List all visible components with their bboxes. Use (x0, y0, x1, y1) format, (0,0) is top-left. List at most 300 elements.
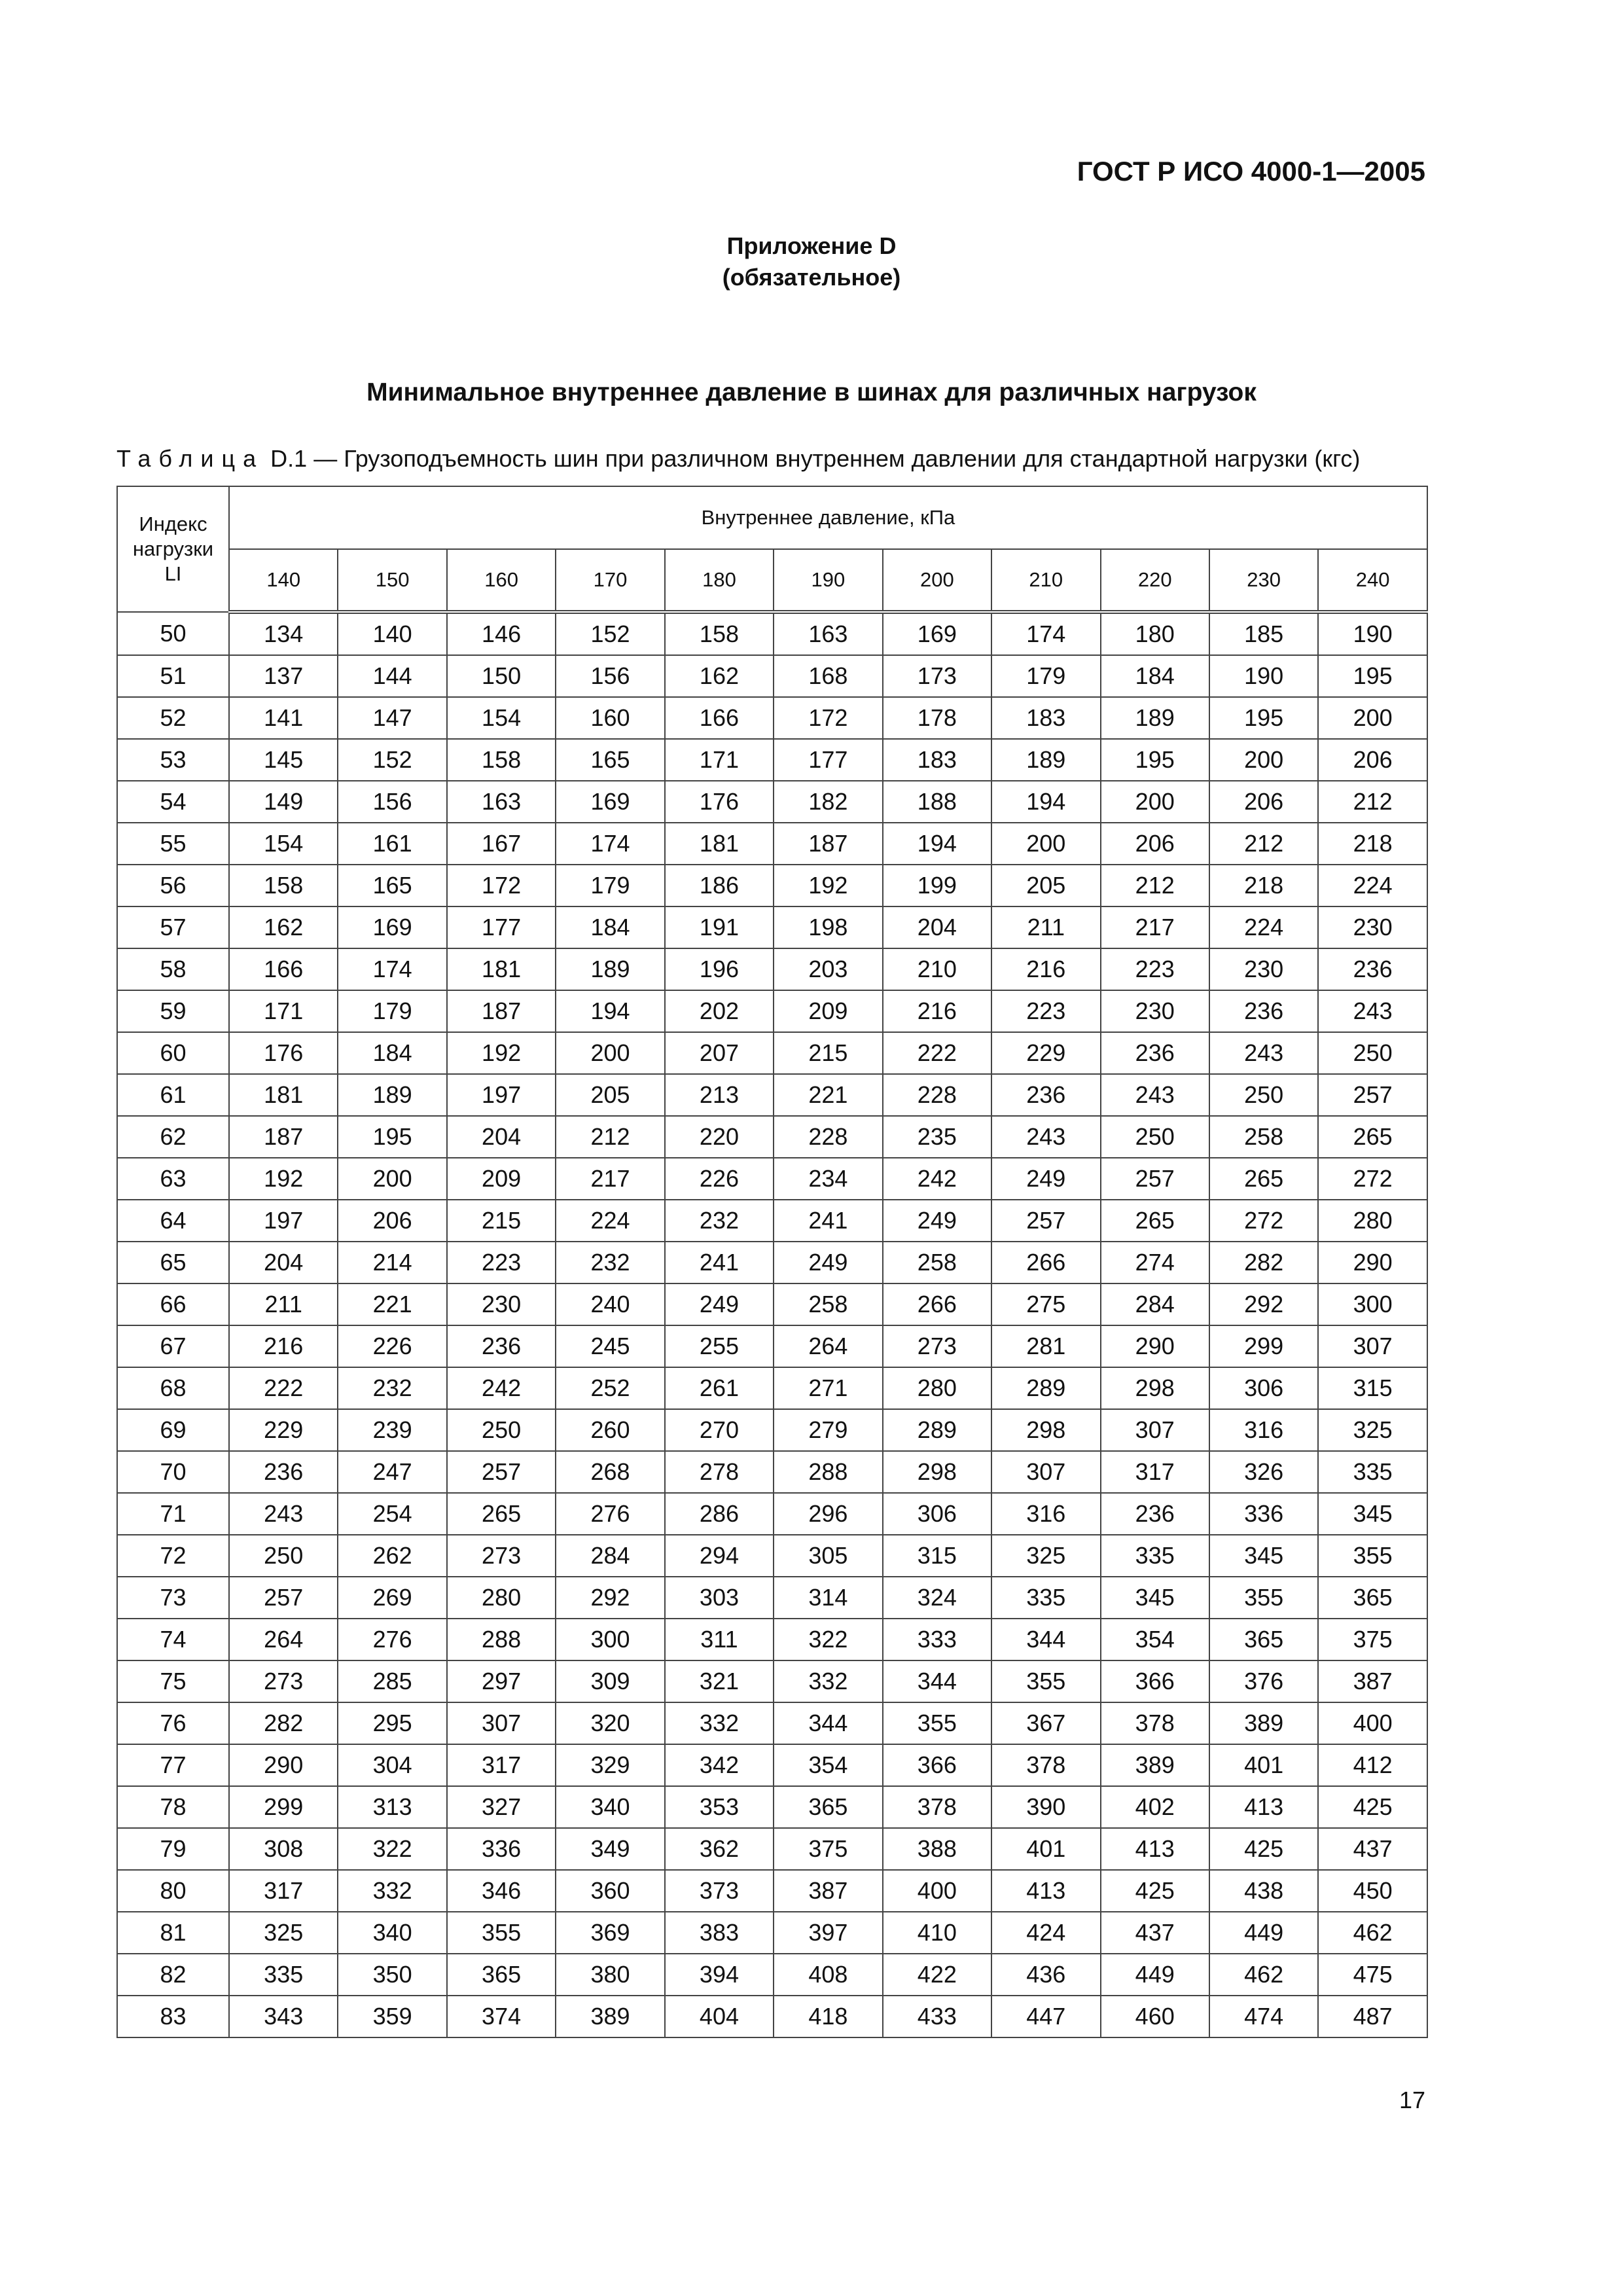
load-capacity-cell: 304 (338, 1744, 446, 1786)
load-capacity-cell: 152 (556, 612, 664, 655)
pressure-column-header: 190 (774, 549, 882, 612)
load-capacity-cell: 255 (665, 1325, 774, 1367)
load-capacity-cell: 226 (665, 1158, 774, 1200)
load-capacity-cell: 355 (1318, 1535, 1427, 1577)
table-row (117, 1493, 1427, 1535)
load-capacity-cell: 350 (338, 1954, 446, 1996)
load-capacity-cell: 200 (556, 1032, 664, 1074)
load-capacity-cell: 296 (774, 1493, 882, 1535)
load-capacity-cell: 344 (991, 1619, 1100, 1660)
load-capacity-cell: 257 (447, 1451, 556, 1493)
load-capacity-cell: 195 (1101, 739, 1209, 781)
load-capacity-cell: 273 (447, 1535, 556, 1577)
load-capacity-cell: 236 (1318, 948, 1427, 990)
load-capacity-cell: 349 (556, 1828, 664, 1870)
load-capacity-cell: 200 (338, 1158, 446, 1200)
load-capacity-cell: 146 (447, 612, 556, 655)
load-capacity-cell: 378 (883, 1786, 991, 1828)
table-caption-number: D.1 (270, 445, 308, 472)
load-capacity-cell: 187 (229, 1116, 338, 1158)
load-capacity-cell: 316 (1209, 1409, 1318, 1451)
load-capacity-cell: 306 (883, 1493, 991, 1535)
load-capacity-cell: 258 (1209, 1116, 1318, 1158)
pressure-column-header: 150 (338, 549, 446, 612)
load-capacity-cell: 190 (1209, 655, 1318, 697)
load-capacity-cell: 173 (883, 655, 991, 697)
annex-title: Приложение D (726, 232, 897, 259)
load-capacity-cell: 176 (665, 781, 774, 823)
table-row (117, 739, 1427, 781)
load-index-cell: 56 (117, 865, 229, 906)
load-capacity-cell: 192 (774, 865, 882, 906)
load-capacity-cell: 205 (556, 1074, 664, 1116)
load-capacity-cell: 241 (774, 1200, 882, 1242)
load-capacity-cell: 205 (991, 865, 1100, 906)
load-capacity-cell: 306 (1209, 1367, 1318, 1409)
page-number: 17 (1399, 2087, 1425, 2113)
load-capacity-cell: 180 (1101, 612, 1209, 655)
load-capacity-cell: 243 (1209, 1032, 1318, 1074)
load-capacity-cell: 218 (1318, 823, 1427, 865)
load-capacity-cell: 206 (1209, 781, 1318, 823)
load-capacity-cell: 265 (1209, 1158, 1318, 1200)
load-capacity-cell: 226 (338, 1325, 446, 1367)
load-capacity-cell: 250 (447, 1409, 556, 1451)
load-capacity-cell: 245 (556, 1325, 664, 1367)
load-capacity-cell: 158 (229, 865, 338, 906)
load-capacity-cell: 404 (665, 1996, 774, 2037)
load-capacity-cell: 321 (665, 1660, 774, 1702)
load-index-cell: 59 (117, 990, 229, 1032)
load-capacity-cell: 195 (1209, 697, 1318, 739)
load-capacity-cell: 412 (1318, 1744, 1427, 1786)
load-capacity-cell: 204 (883, 906, 991, 948)
load-capacity-cell: 284 (1101, 1283, 1209, 1325)
load-capacity-cell: 221 (338, 1283, 446, 1325)
load-capacity-cell: 365 (1209, 1619, 1318, 1660)
load-capacity-cell: 305 (774, 1535, 882, 1577)
load-capacity-cell: 200 (1101, 781, 1209, 823)
load-capacity-cell: 165 (556, 739, 664, 781)
load-capacity-cell: 242 (447, 1367, 556, 1409)
pressure-values-row (117, 549, 1427, 612)
load-capacity-cell: 288 (447, 1619, 556, 1660)
load-capacity-cell: 222 (229, 1367, 338, 1409)
load-capacity-cell: 401 (1209, 1744, 1318, 1786)
load-capacity-cell: 342 (665, 1744, 774, 1786)
load-capacity-cell: 425 (1101, 1870, 1209, 1912)
load-capacity-cell: 317 (447, 1744, 556, 1786)
load-capacity-cell: 279 (774, 1409, 882, 1451)
load-capacity-cell: 230 (1101, 990, 1209, 1032)
pressure-header: Внутреннее давление, кПа (229, 486, 1427, 549)
load-index-cell: 50 (117, 612, 229, 655)
load-capacity-cell: 394 (665, 1954, 774, 1996)
load-capacity-cell: 280 (1318, 1200, 1427, 1242)
load-index-cell: 68 (117, 1367, 229, 1409)
table-row (117, 1912, 1427, 1954)
load-index-cell: 74 (117, 1619, 229, 1660)
table-row (117, 1786, 1427, 1828)
table-row (117, 1870, 1427, 1912)
load-capacity-cell: 160 (556, 697, 664, 739)
load-capacity-cell: 236 (229, 1451, 338, 1493)
section-title: Минимальное внутреннее давление в шинах для различных нагрузок (366, 378, 1257, 406)
load-capacity-cell: 147 (338, 697, 446, 739)
load-capacity-cell: 184 (338, 1032, 446, 1074)
table-body (117, 612, 1427, 2037)
load-capacity-cell: 365 (1318, 1577, 1427, 1619)
load-capacity-cell: 254 (338, 1493, 446, 1535)
load-capacity-cell: 156 (338, 781, 446, 823)
load-capacity-cell: 177 (774, 739, 882, 781)
load-capacity-cell: 327 (447, 1786, 556, 1828)
table-row (117, 1451, 1427, 1493)
load-capacity-cell: 177 (447, 906, 556, 948)
load-capacity-cell: 262 (338, 1535, 446, 1577)
load-capacity-cell: 344 (774, 1702, 882, 1744)
load-index-cell: 71 (117, 1493, 229, 1535)
table-row (117, 1242, 1427, 1283)
load-index-cell: 60 (117, 1032, 229, 1074)
load-capacity-cell: 389 (1209, 1702, 1318, 1744)
load-index-cell: 69 (117, 1409, 229, 1451)
load-capacity-cell: 266 (883, 1283, 991, 1325)
load-capacity-cell: 487 (1318, 1996, 1427, 2037)
load-capacity-cell: 149 (229, 781, 338, 823)
load-capacity-cell: 343 (229, 1996, 338, 2037)
load-capacity-cell: 325 (1318, 1409, 1427, 1451)
load-capacity-cell: 360 (556, 1870, 664, 1912)
table-row (117, 1325, 1427, 1367)
load-capacity-cell: 236 (1101, 1493, 1209, 1535)
load-capacity-cell: 373 (665, 1870, 774, 1912)
table-row (117, 1996, 1427, 2037)
load-capacity-cell: 162 (229, 906, 338, 948)
load-capacity-cell: 192 (229, 1158, 338, 1200)
load-capacity-cell: 307 (1101, 1409, 1209, 1451)
pressure-column-header: 140 (229, 549, 338, 612)
table-row (117, 1074, 1427, 1116)
load-capacity-cell: 223 (1101, 948, 1209, 990)
load-capacity-cell: 222 (883, 1032, 991, 1074)
load-capacity-cell: 402 (1101, 1786, 1209, 1828)
table-row (117, 1409, 1427, 1451)
load-capacity-cell: 380 (556, 1954, 664, 1996)
load-capacity-cell: 212 (1209, 823, 1318, 865)
table-caption-text: — Грузоподъемность шин при различном внутреннем давлении для стандартной нагрузки (кгс) (313, 445, 1361, 472)
load-capacity-cell: 460 (1101, 1996, 1209, 2037)
load-capacity-cell: 345 (1209, 1535, 1318, 1577)
load-capacity-cell: 196 (665, 948, 774, 990)
load-capacity-cell: 250 (1318, 1032, 1427, 1074)
load-capacity-cell: 288 (774, 1451, 882, 1493)
load-capacity-cell: 144 (338, 655, 446, 697)
load-capacity-cell: 355 (1209, 1577, 1318, 1619)
load-capacity-cell: 189 (991, 739, 1100, 781)
load-capacity-cell: 257 (1101, 1158, 1209, 1200)
load-capacity-cell: 198 (774, 906, 882, 948)
load-capacity-cell: 276 (338, 1619, 446, 1660)
load-capacity-cell: 274 (1101, 1242, 1209, 1283)
load-capacity-cell: 332 (665, 1702, 774, 1744)
load-capacity-cell: 320 (556, 1702, 664, 1744)
load-index-cell: 73 (117, 1577, 229, 1619)
load-capacity-cell: 230 (1318, 906, 1427, 948)
load-capacity-cell: 285 (338, 1660, 446, 1702)
load-capacity-cell: 322 (774, 1619, 882, 1660)
load-capacity-cell: 243 (1318, 990, 1427, 1032)
pressure-column-header: 220 (1101, 549, 1209, 612)
load-capacity-cell: 266 (991, 1242, 1100, 1283)
load-capacity-cell: 376 (1209, 1660, 1318, 1702)
document-code: ГОСТ Р ИСО 4000-1—2005 (1077, 156, 1425, 187)
table-row (117, 1116, 1427, 1158)
load-capacity-cell: 189 (338, 1074, 446, 1116)
load-capacity-cell: 401 (991, 1828, 1100, 1870)
table-caption (116, 445, 1360, 473)
load-capacity-cell: 186 (665, 865, 774, 906)
table-caption-label: Таблица (116, 445, 264, 472)
load-capacity-cell: 408 (774, 1954, 882, 1996)
load-capacity-cell: 200 (991, 823, 1100, 865)
load-index-cell: 81 (117, 1912, 229, 1954)
pressure-column-header: 180 (665, 549, 774, 612)
load-capacity-cell: 344 (883, 1660, 991, 1702)
load-capacity-cell: 183 (883, 739, 991, 781)
load-capacity-cell: 212 (1101, 865, 1209, 906)
load-capacity-cell: 413 (1101, 1828, 1209, 1870)
load-capacity-cell: 187 (774, 823, 882, 865)
load-capacity-cell: 161 (338, 823, 446, 865)
load-capacity-cell: 169 (883, 612, 991, 655)
table-row (117, 1367, 1427, 1409)
load-capacity-cell: 326 (1209, 1451, 1318, 1493)
load-capacity-cell: 389 (1101, 1744, 1209, 1786)
load-capacity-cell: 250 (1101, 1116, 1209, 1158)
load-capacity-cell: 217 (1101, 906, 1209, 948)
load-capacity-cell: 204 (229, 1242, 338, 1283)
table-row (117, 612, 1427, 655)
load-capacity-cell: 235 (883, 1116, 991, 1158)
load-capacity-cell: 329 (556, 1744, 664, 1786)
table-row (117, 1158, 1427, 1200)
load-capacity-cell: 315 (1318, 1367, 1427, 1409)
load-capacity-cell: 433 (883, 1996, 991, 2037)
load-capacity-cell: 362 (665, 1828, 774, 1870)
load-capacity-cell: 150 (447, 655, 556, 697)
load-index-cell: 75 (117, 1660, 229, 1702)
load-capacity-cell: 215 (447, 1200, 556, 1242)
load-capacity-cell: 224 (1209, 906, 1318, 948)
load-capacity-cell: 236 (991, 1074, 1100, 1116)
load-capacity-cell: 169 (338, 906, 446, 948)
load-index-cell: 77 (117, 1744, 229, 1786)
load-capacity-cell: 179 (556, 865, 664, 906)
load-capacity-cell: 230 (447, 1283, 556, 1325)
load-index-cell: 72 (117, 1535, 229, 1577)
load-capacity-cell: 355 (991, 1660, 1100, 1702)
load-capacity-cell: 294 (665, 1535, 774, 1577)
load-capacity-cell: 174 (556, 823, 664, 865)
load-capacity-cell: 345 (1318, 1493, 1427, 1535)
load-index-cell: 52 (117, 697, 229, 739)
load-capacity-cell: 200 (1209, 739, 1318, 781)
table-row (117, 865, 1427, 906)
load-capacity-cell: 249 (665, 1283, 774, 1325)
load-capacity-cell: 449 (1209, 1912, 1318, 1954)
load-capacity-cell: 425 (1318, 1786, 1427, 1828)
load-capacity-cell: 286 (665, 1493, 774, 1535)
load-capacity-cell: 232 (556, 1242, 664, 1283)
table-row (117, 1660, 1427, 1702)
load-capacity-cell: 206 (1318, 739, 1427, 781)
table-row (117, 1954, 1427, 1996)
load-capacity-cell: 335 (229, 1954, 338, 1996)
load-capacity-cell: 216 (883, 990, 991, 1032)
load-capacity-cell: 209 (447, 1158, 556, 1200)
load-capacity-cell: 299 (229, 1786, 338, 1828)
annex-heading (0, 230, 1623, 293)
load-capacity-cell: 174 (991, 612, 1100, 655)
load-capacity-cell: 300 (556, 1619, 664, 1660)
load-capacity-cell: 325 (991, 1535, 1100, 1577)
load-index-cell: 61 (117, 1074, 229, 1116)
load-capacity-cell: 181 (447, 948, 556, 990)
load-capacity-cell: 206 (1101, 823, 1209, 865)
load-capacity-cell: 299 (1209, 1325, 1318, 1367)
load-capacity-cell: 184 (1101, 655, 1209, 697)
load-index-cell: 66 (117, 1283, 229, 1325)
load-capacity-cell: 295 (338, 1702, 446, 1744)
load-capacity-cell: 316 (991, 1493, 1100, 1535)
load-capacity-cell: 400 (1318, 1702, 1427, 1744)
load-capacity-cell: 264 (774, 1325, 882, 1367)
load-capacity-cell: 236 (1101, 1032, 1209, 1074)
load-capacity-cell: 167 (447, 823, 556, 865)
load-index-cell: 54 (117, 781, 229, 823)
load-capacity-cell: 268 (556, 1451, 664, 1493)
load-index-cell: 53 (117, 739, 229, 781)
load-capacity-cell: 152 (338, 739, 446, 781)
load-capacity-cell: 325 (229, 1912, 338, 1954)
load-capacity-cell: 353 (665, 1786, 774, 1828)
load-capacity-cell: 271 (774, 1367, 882, 1409)
annex-status: (обязательное) (722, 264, 901, 291)
load-capacity-cell: 375 (774, 1828, 882, 1870)
load-capacity-cell: 181 (229, 1074, 338, 1116)
load-capacity-cell: 389 (556, 1996, 664, 2037)
load-capacity-cell: 261 (665, 1367, 774, 1409)
load-capacity-cell: 317 (229, 1870, 338, 1912)
load-capacity-cell: 369 (556, 1912, 664, 1954)
load-capacity-cell: 424 (991, 1912, 1100, 1954)
load-capacity-cell: 298 (883, 1451, 991, 1493)
load-capacity-cell: 200 (1318, 697, 1427, 739)
load-capacity-cell: 383 (665, 1912, 774, 1954)
load-index-cell: 65 (117, 1242, 229, 1283)
table-row (117, 990, 1427, 1032)
load-capacity-cell: 162 (665, 655, 774, 697)
load-capacity-cell: 281 (991, 1325, 1100, 1367)
load-capacity-cell: 365 (774, 1786, 882, 1828)
table-row (117, 906, 1427, 948)
load-capacity-cell: 220 (665, 1116, 774, 1158)
table-row (117, 697, 1427, 739)
load-capacity-cell: 418 (774, 1996, 882, 2037)
load-capacity-cell: 221 (774, 1074, 882, 1116)
load-capacity-cell: 332 (774, 1660, 882, 1702)
load-capacity-cell: 216 (991, 948, 1100, 990)
load-capacity-cell: 270 (665, 1409, 774, 1451)
load-index-cell: 63 (117, 1158, 229, 1200)
load-capacity-cell: 307 (447, 1702, 556, 1744)
load-index-cell: 79 (117, 1828, 229, 1870)
load-capacity-cell: 280 (883, 1367, 991, 1409)
load-capacity-cell: 197 (447, 1074, 556, 1116)
load-capacity-cell: 390 (991, 1786, 1100, 1828)
load-capacity-cell: 212 (1318, 781, 1427, 823)
load-capacity-cell: 171 (229, 990, 338, 1032)
load-capacity-cell: 359 (338, 1996, 446, 2037)
load-capacity-cell: 258 (774, 1283, 882, 1325)
load-capacity-cell: 289 (883, 1409, 991, 1451)
table-row (117, 1744, 1427, 1786)
load-capacity-cell: 290 (1318, 1242, 1427, 1283)
load-capacity-cell: 230 (1209, 948, 1318, 990)
load-capacity-cell: 192 (447, 1032, 556, 1074)
load-capacity-cell: 228 (883, 1074, 991, 1116)
load-capacity-cell: 194 (556, 990, 664, 1032)
load-capacity-cell: 169 (556, 781, 664, 823)
load-capacity-cell: 366 (883, 1744, 991, 1786)
load-capacity-cell: 211 (229, 1283, 338, 1325)
load-capacity-cell: 191 (665, 906, 774, 948)
load-capacity-cell: 182 (774, 781, 882, 823)
load-capacity-cell: 278 (665, 1451, 774, 1493)
pressure-column-header: 240 (1318, 549, 1427, 612)
load-index-header-line: нагрузки (132, 537, 214, 560)
load-capacity-cell: 265 (1101, 1200, 1209, 1242)
load-capacity-cell: 249 (774, 1242, 882, 1283)
load-capacity-cell: 216 (229, 1325, 338, 1367)
load-index-cell: 58 (117, 948, 229, 990)
load-capacity-cell: 284 (556, 1535, 664, 1577)
load-capacity-cell: 335 (1318, 1451, 1427, 1493)
load-capacity-cell: 335 (1101, 1535, 1209, 1577)
table-row (117, 1619, 1427, 1660)
load-capacity-cell: 189 (556, 948, 664, 990)
load-capacity-cell: 447 (991, 1996, 1100, 2037)
load-capacity-cell: 204 (447, 1116, 556, 1158)
load-capacity-cell: 303 (665, 1577, 774, 1619)
load-capacity-cell: 282 (1209, 1242, 1318, 1283)
load-capacity-cell: 158 (447, 739, 556, 781)
table-row (117, 1200, 1427, 1242)
load-capacity-cell: 297 (447, 1660, 556, 1702)
load-capacity-cell: 206 (338, 1200, 446, 1242)
load-capacity-cell: 309 (556, 1660, 664, 1702)
load-capacity-cell: 172 (447, 865, 556, 906)
load-capacity-cell: 154 (447, 697, 556, 739)
load-index-header-line: LI (164, 562, 182, 585)
load-capacity-cell: 308 (229, 1828, 338, 1870)
load-capacity-cell: 195 (338, 1116, 446, 1158)
load-capacity-cell: 171 (665, 739, 774, 781)
load-capacity-cell: 213 (665, 1074, 774, 1116)
load-capacity-cell: 258 (883, 1242, 991, 1283)
load-capacity-cell: 229 (229, 1409, 338, 1451)
